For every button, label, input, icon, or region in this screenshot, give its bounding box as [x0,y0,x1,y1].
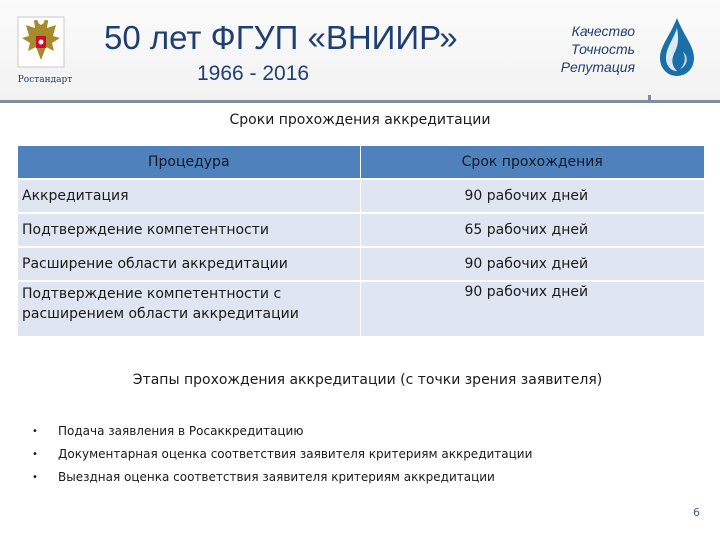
table-header-row [18,146,704,179]
list-item [28,443,688,466]
procedure-text: Подтверждение компетентности с [22,286,282,302]
table-row [18,281,704,336]
procedure-text: Аккредитация [22,188,129,204]
motto-line: Репутация [560,59,635,75]
header-divider [0,100,720,103]
list-item [28,420,688,443]
procedure-cell [18,281,360,336]
header-divider-tick [648,95,651,103]
procedure-text: Расширение области аккредитации [22,256,288,272]
bullet: • [32,449,38,460]
anniversary-title: 50 лет ФГУП «ВНИИР» [104,19,458,56]
term-cell: 65 рабочих дней [360,213,704,247]
table-title: Сроки прохождения аккредитации [229,112,491,128]
stages-list [28,420,688,489]
column-header-procedure: Процедура [18,146,360,179]
stage-text: Подача заявления в Росаккредитацию [58,424,304,438]
procedure-text: расширением области аккредитации [22,306,299,322]
list-item [28,466,688,489]
procedure-text: Подтверждение компетентности [22,222,269,238]
page-number: 6 [693,506,700,519]
column-header-term: Срок прохождения [360,146,704,179]
coat-of-arms-icon [17,16,65,68]
anniversary-years: 1966 - 2016 [197,62,310,85]
stage-text: Выездная оценка соответствия заявителя критериям аккредитации [58,470,495,484]
table-row [18,247,704,281]
term-cell: 90 рабочих дней [360,281,704,336]
stage-text: Документарная оценка соответствия заявителя критериям аккредитации [58,447,533,461]
term-cell: 90 рабочих дней [360,179,704,213]
motto-line: Качество [571,23,635,39]
accreditation-terms-table [18,146,704,336]
term-cell: 90 рабочих дней [360,247,704,281]
emblem-caption: Ростандарт [17,75,73,85]
motto [540,22,635,76]
table-row [18,213,704,247]
procedure-cell [18,213,360,247]
water-drop-logo-icon [656,16,698,78]
procedure-cell [18,179,360,213]
motto-line: Точность [570,41,635,57]
table-row [18,179,704,213]
procedure-cell [18,247,360,281]
stages-title: Этапы прохождения аккредитации (с точки зрения заявителя) [132,372,603,388]
bullet: • [32,472,38,483]
bullet: • [32,426,38,437]
